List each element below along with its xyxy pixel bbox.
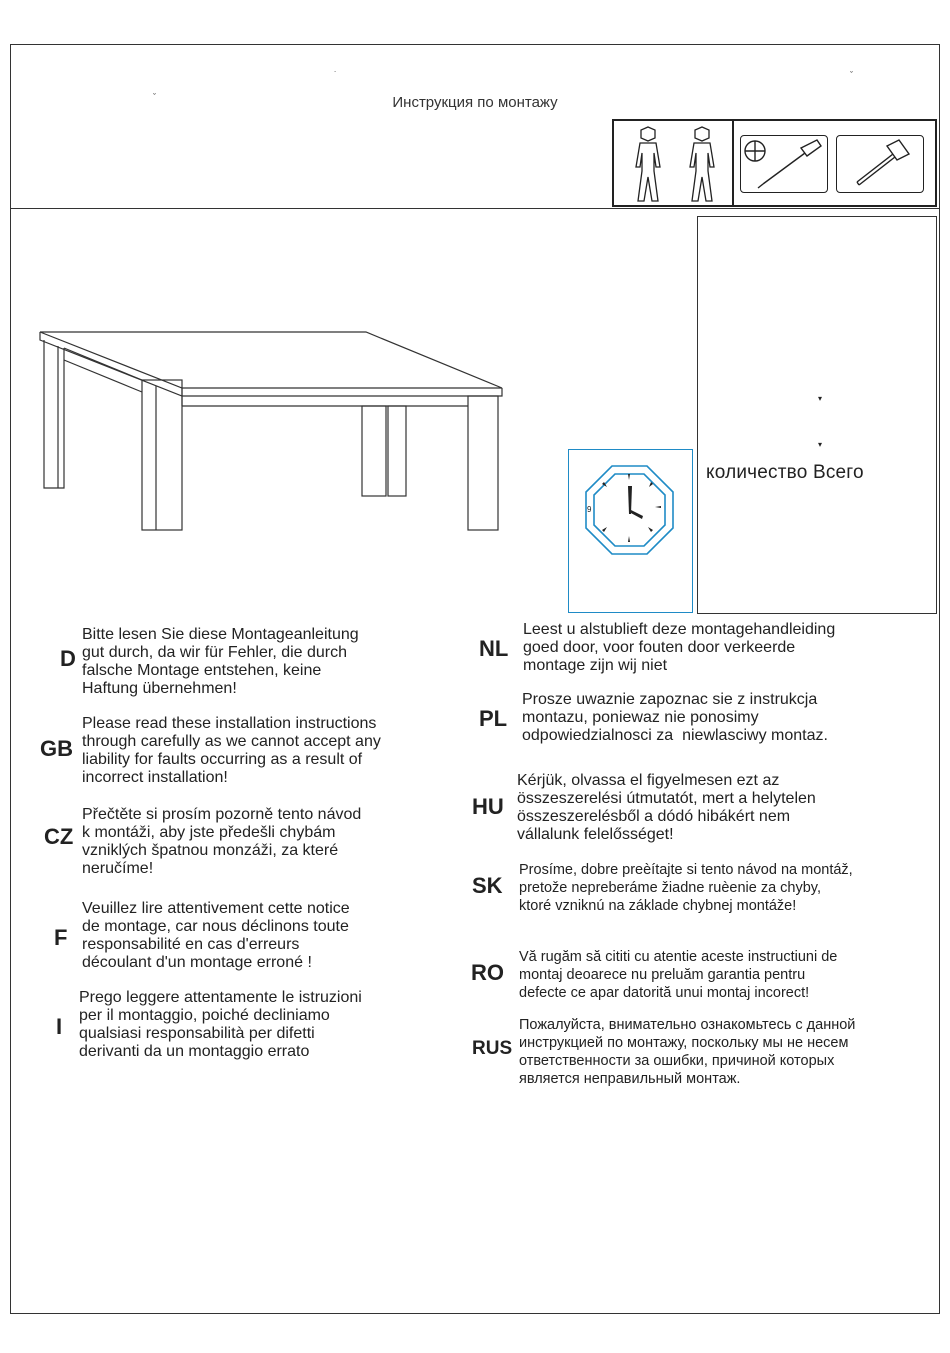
warning-line: ktoré vzniknú na základe chybnej montáže! [519, 898, 797, 914]
warning-line: pretože nepreberáme žiadne ruèenie za chyby, [519, 880, 822, 896]
language-code: CZ [44, 824, 74, 849]
language-code: RO [471, 960, 504, 985]
warning-text [82, 900, 350, 972]
stray-mark: ▾ [818, 394, 823, 403]
warning-line: является неправильный монтаж. [519, 1071, 741, 1087]
warning-line: neručíme! [82, 860, 154, 877]
language-code: F [54, 925, 68, 950]
warning-line: goed door, voor fouten door verkeerde [523, 639, 796, 656]
warning-line: qualsiasi responsabilità per difetti [79, 1025, 315, 1042]
warning-line: Prosze uwaznie zapoznac sie z instrukcja [522, 691, 818, 708]
two-person-icon [622, 123, 730, 205]
warning-line: liability for faults occurring as a result of [82, 751, 363, 768]
warning-line: инструкцией по монтажу, поскольку мы не несем [519, 1035, 849, 1051]
warning-line: k montáži, aby jste předešli chybám [82, 824, 336, 841]
warning-line: through carefully as we cannot accept any [82, 733, 381, 750]
warning-text [82, 626, 359, 698]
parts-label: количество Всего [706, 462, 864, 483]
warning-line: vállalunk felelősséget! [517, 826, 674, 843]
warning-line: odpowiedzialnosci za niewlasciwy montaz. [522, 727, 828, 744]
warning-line: Prosíme, dobre preèítajte si tento návod na montáž, [519, 862, 853, 878]
warning-text [519, 861, 853, 915]
warning-text [82, 806, 361, 878]
warning-line: incorrect installation! [82, 769, 228, 786]
hammer-card [836, 135, 924, 193]
warning-text [519, 948, 837, 1002]
language-code: GB [40, 736, 73, 761]
time-box [568, 449, 693, 613]
warning-line: de montage, car nous déclinons toute [82, 918, 349, 935]
warning-line: Haftung übernehmen! [82, 680, 237, 697]
warning-line: montage zijn wij niet [523, 657, 668, 674]
warning-line: ответственности за ошибки, причиной которых [519, 1053, 835, 1069]
hammer-icon [837, 136, 923, 192]
box-divider [732, 121, 734, 205]
page-title: Инструкция по монтажу [392, 94, 558, 111]
clock-icon [569, 456, 691, 576]
parts-box [697, 216, 937, 614]
warning-text [517, 772, 816, 844]
warning-line: Prego leggere attentamente le istruzioni [79, 989, 362, 1006]
warning-line: Bitte lesen Sie diese Montageanleitung [82, 626, 359, 643]
language-code: PL [479, 706, 508, 731]
warning-text [522, 691, 828, 745]
phillips-screwdriver-icon [741, 136, 827, 192]
warning-line: Please read these installation instructions [82, 715, 377, 732]
warning-text [519, 1016, 855, 1088]
clock-number: 9 [587, 505, 592, 514]
warning-line: gut durch, da wir für Fehler, die durch [82, 644, 348, 661]
warning-line: defecte ce apar datorită unui montaj incorect! [519, 985, 810, 1001]
warning-line: összeszerelési útmutatót, mert a helytelen [517, 790, 816, 807]
warning-line: Vă rugăm să cititi cu atentie aceste instructiuni de [519, 949, 838, 965]
language-code: I [56, 1014, 63, 1039]
header-divider [10, 208, 940, 209]
warning-line: montaj deoarece nu preluăm garantia pentru [519, 967, 806, 983]
warning-line: derivanti da un montaggio errato [79, 1043, 310, 1060]
warning-text [82, 715, 381, 787]
language-code: NL [479, 636, 509, 661]
stray-mark: ˙ [334, 70, 337, 80]
warning-line: Veuillez lire attentivement cette notice [82, 900, 350, 917]
warning-line: montazu, poniewaz nie ponosimy [522, 709, 759, 726]
language-code: RUS [472, 1038, 513, 1059]
stray-mark: ˇ [850, 70, 853, 80]
warning-line: Kérjük, olvassa el figyelmesen ezt az [517, 772, 780, 789]
language-code: HU [472, 794, 504, 819]
language-code: SK [472, 873, 503, 898]
stray-mark: ▾ [818, 440, 823, 449]
warning-line: Leest u alstublieft deze montagehandleiding [523, 621, 836, 638]
requirements-box [612, 119, 937, 207]
warning-text [523, 621, 835, 675]
table-illustration [36, 320, 511, 540]
warning-line: per il montaggio, poiché decliniamo [79, 1007, 330, 1024]
language-code: D [60, 646, 76, 671]
screwdriver-card [740, 135, 828, 193]
warning-line: responsabilité en cas d'erreurs [82, 936, 300, 953]
warning-line: découlant d'un montage erroné ! [82, 954, 312, 971]
stray-mark: ˇ [153, 92, 156, 102]
warning-line: Přečtěte si prosím pozorně tento návod [82, 806, 362, 823]
warning-line: falsche Montage entstehen, keine [82, 662, 322, 679]
warning-line: összeszerelésből a dódó hibákért nem [517, 808, 791, 825]
warning-line: vzniklých špatnou monzáži, za které [82, 842, 339, 859]
warning-line: Пожалуйста, внимательно ознакомьтесь с данной [519, 1017, 856, 1033]
warning-text [79, 989, 362, 1061]
